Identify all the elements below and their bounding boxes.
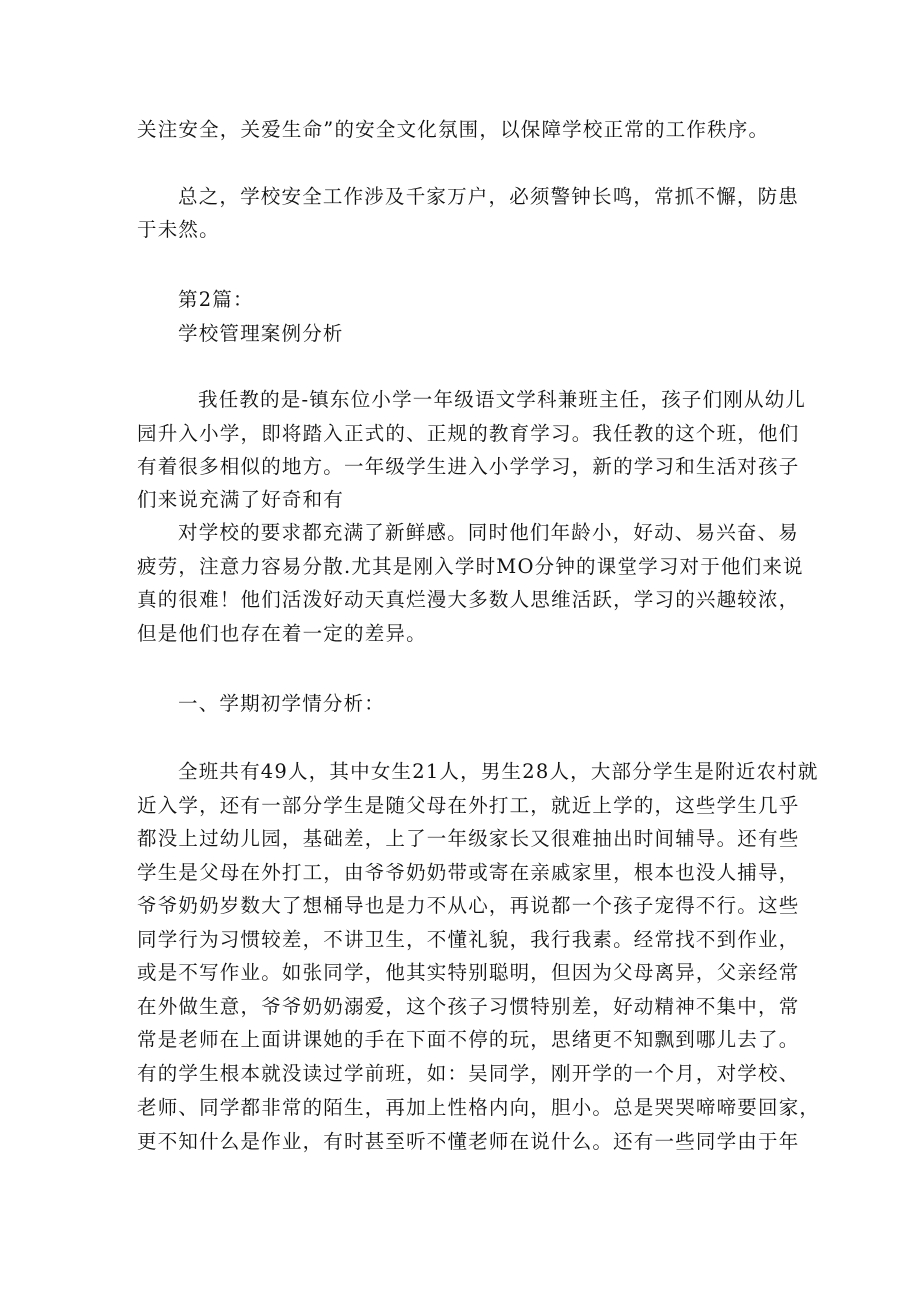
paragraph-line: 都没上过幼儿园，基础差，上了一年级家长又很难抽出时间辅导。还有些 [137,827,800,850]
paragraph-line: 对学校的要求都充满了新鲜感。同时他们年龄小，好动、易兴奋、易 [178,521,800,544]
section-heading-title: 学校管理案例分析 [178,322,344,345]
paragraph-line: 常是老师在上面讲课她的手在下面不停的玩，思绪更不知飘到哪儿去了。 [137,1028,800,1051]
paragraph-line: 疲劳，注意力容易分散.尤其是刚入学时MO分钟的课堂学习对于他们来说 [137,555,804,578]
paragraph-line: 我任教的是-镇东位小学一年级语文学科兼班主任，孩子们刚从幼儿 [198,388,807,411]
paragraph-line: 更不知什么是作业，有时甚至听不懂老师在说什么。还有一些同学由于年 [137,1130,800,1153]
paragraph-line: 或是不写作业。如张同学，他其实特别聪明，但因为父母离异，父亲经常 [137,961,800,984]
section-title: 一、学期初学情分析： [178,692,386,715]
paragraph-line: 总之，学校安全工作涉及千家万户，必须警钟长鸣，常抓不懈，防患 [178,185,800,208]
section-heading-number: 第2篇： [178,288,254,311]
paragraph-line: 学生是父母在外打工，由爷爷奶奶带或寄在亲戚家里，根本也没人捕导， [137,861,800,884]
paragraph-line: 在外做生意，爷爷奶奶溺爱，这个孩子习惯特别差，好动精神不集中，常 [137,995,800,1018]
paragraph-line: 于未然。 [137,218,220,241]
paragraph-line: 爷爷奶奶岁数大了想桶导也是力不从心，再说都一个孩子宠得不行。这些 [137,894,800,917]
paragraph-line: 有的学生根本就没读过学前班，如：吴同学，刚开学的一个月，对学校、 [137,1062,800,1085]
paragraph-line: 但是他们也存在着一定的差异。 [137,622,427,645]
paragraph-line: 同学行为习惯较差，不讲卫生，不懂礼貌，我行我素。经常找不到作业， [137,928,800,951]
paragraph-line: 老师、同学都非常的陌生，再加上性格内向，胆小。总是哭哭啼啼要回家， [137,1096,821,1119]
paragraph-line: 园升入小学，即将踏入正式的、正规的教育学习。我任教的这个班，他们 [137,422,800,445]
paragraph-line: 关注安全，关爱生命”的安全文化氛围，以保障学校正常的工作秩序。 [137,118,770,141]
paragraph-line: 有着很多相似的地方。一年级学生进入小学学习，新的学习和生活对孩子 [137,455,800,478]
paragraph-line: 全班共有49人，其中女生21人，男生28人，大部分学生是附近农村就 [178,760,819,783]
paragraph-line: 近入学，还有一部分学生是随父母在外打工，就近上学的，这些学生几乎 [137,794,800,817]
paragraph-line: 们来说充满了好奇和有 [137,488,345,511]
paragraph-line: 真的很难！他们活泼好动天真烂漫大多数人思维活跃，学习的兴趣较浓， [137,588,800,611]
